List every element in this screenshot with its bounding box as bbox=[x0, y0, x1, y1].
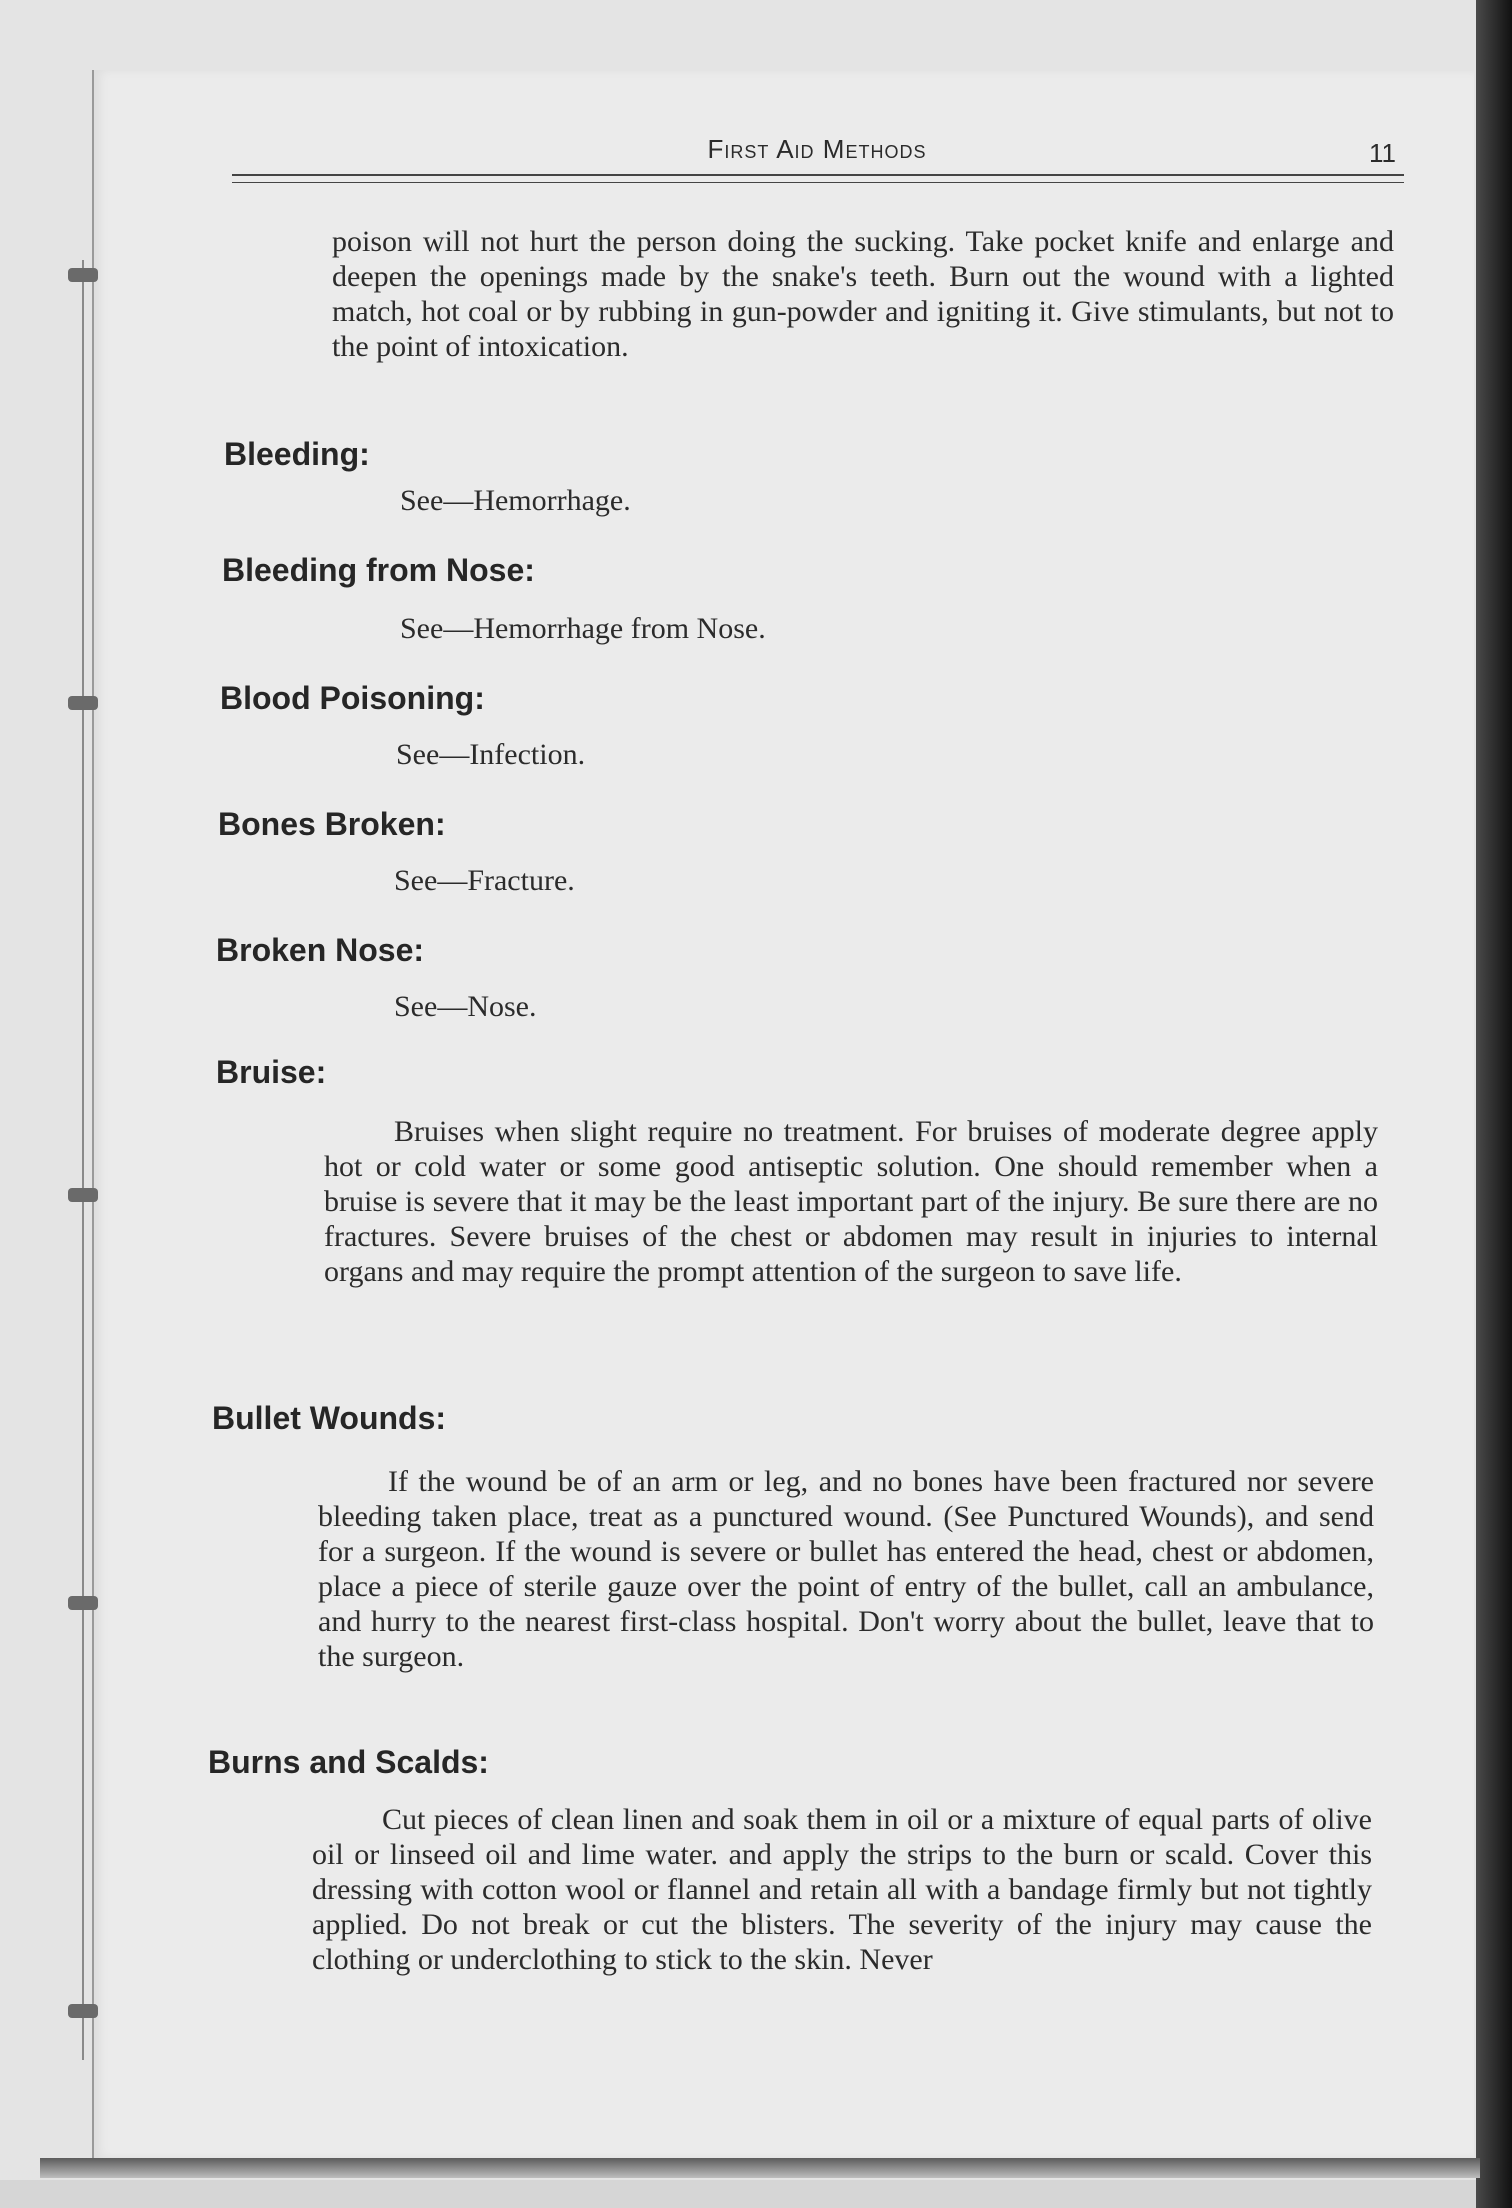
entry-heading: Bullet Wounds: bbox=[212, 1400, 447, 1436]
binding-ring bbox=[68, 1596, 98, 1610]
intro-paragraph: poison will not hurt the person doing the sucking. Take pocket knife and enlarge and deepen the openings made by the snake's teeth. Burn out the wound with a lighted match, hot coal or by rubbing in gun-powder and igniting it. Give stimulants, but not to the point of intoxication. bbox=[332, 225, 1394, 363]
entry-heading: Broken Nose: bbox=[216, 932, 425, 968]
burns-paragraph: Cut pieces of clean linen and soak them in oil or a mixture of equal parts of olive oil or linseed oil and lime water. and apply the strips to the burn or scald. Cover this dressing with cotton wool or flannel and retain all with a bandage firmly but not tightly applied. Do not break or cut the blisters. The severity of the injury may cause the clothing or underclothing to stick to the skin. Never bbox=[312, 1803, 1372, 1976]
bullet-wounds-paragraph: If the wound be of an arm or leg, and no bones have been fractured nor severe bleeding taken place, treat as a punctured wound. (See Punctured Wounds), and send for a surgeon. If the wound is severe or bullet has entered the head, chest or abdomen, place a piece of sterile gauze over the point of entry of the bullet, call an ambulance, and hurry to the nearest first-class hospital. Don't worry about the bullet, leave that to the surgeon. bbox=[318, 1465, 1374, 1673]
cross-reference: See—Hemorrhage. bbox=[400, 484, 631, 517]
binding-ring bbox=[68, 696, 98, 710]
cross-reference: See—Hemorrhage from Nose. bbox=[400, 612, 766, 645]
page-number: 11 bbox=[1369, 138, 1396, 168]
entry-heading: Blood Poisoning: bbox=[220, 680, 485, 716]
entry-heading: Bleeding from Nose: bbox=[222, 552, 535, 588]
entry-heading: Bruise: bbox=[216, 1054, 327, 1090]
cross-reference: See—Nose. bbox=[394, 990, 537, 1023]
binding-ring bbox=[68, 2004, 98, 2018]
cross-reference: See—Infection. bbox=[396, 738, 586, 771]
header-rule-thin bbox=[232, 182, 1404, 183]
bruise-paragraph: Bruises when slight require no treatment. For bruises of moderate degree apply hot or cold water or some good antiseptic solution. One should remember when a bruise is severe that it may be the least important part of the injury. Be sure there are no fractures. Severe bruises of the chest or abdomen may result in injuries to internal organs and may require the prompt attention of the surgeon to save life. bbox=[324, 1115, 1378, 1288]
running-title: First Aid Methods bbox=[707, 134, 927, 164]
book-edge-shadow bbox=[1476, 0, 1512, 2208]
header-rule-thick bbox=[232, 174, 1404, 176]
entry-heading: Bones Broken: bbox=[218, 806, 446, 842]
binding-ring bbox=[68, 268, 98, 282]
page-binding-edge bbox=[82, 260, 84, 2060]
book-bottom-edge bbox=[40, 2158, 1480, 2178]
entry-heading: Bleeding: bbox=[224, 436, 370, 472]
page-header bbox=[232, 130, 1402, 178]
binding-ring bbox=[68, 1188, 98, 1202]
entry-heading: Burns and Scalds: bbox=[208, 1744, 489, 1780]
cross-reference: See—Fracture. bbox=[394, 864, 575, 897]
